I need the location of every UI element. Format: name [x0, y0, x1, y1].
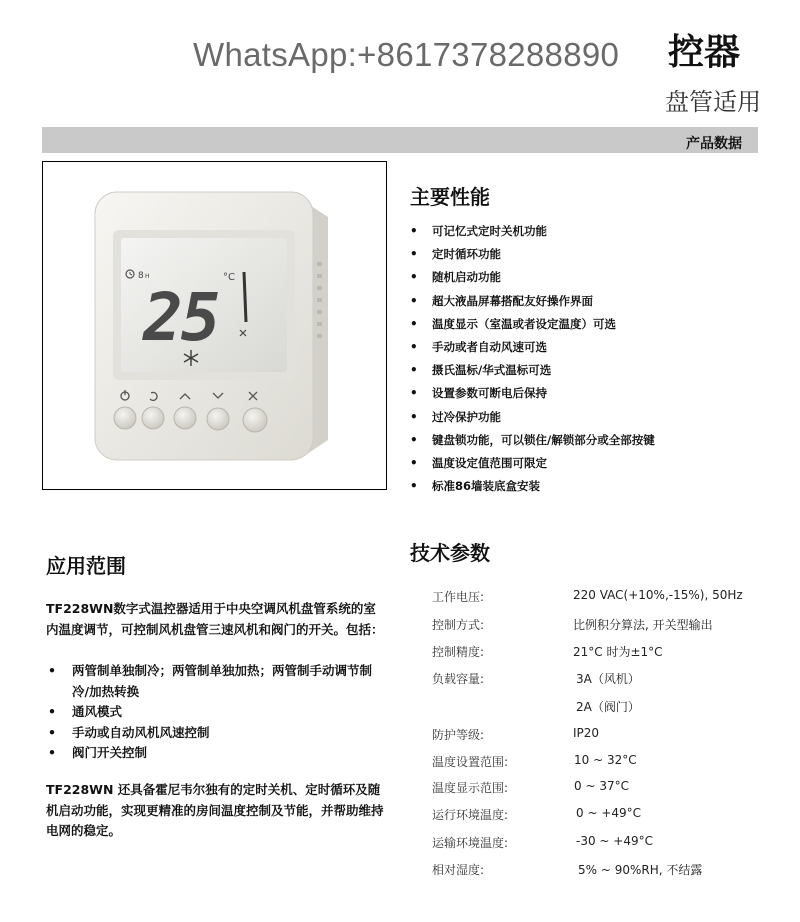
down-button[interactable]: [207, 408, 229, 430]
page-title: 控器: [668, 32, 741, 73]
list-item: • 可记忆式定时关机功能: [410, 224, 655, 247]
band-label: 产品数据: [686, 136, 742, 152]
list-item: • 通风模式: [46, 702, 386, 723]
spec-value: 5% ~ 90%RH, 不结露: [578, 863, 703, 877]
spec-value: 3A（风机）: [576, 672, 640, 686]
lcd-temperature: 25: [143, 279, 219, 356]
spec-label: 运行环境温度:: [432, 808, 509, 822]
spec-value: 220 VAC(+10%,-15%), 50Hz: [573, 588, 743, 602]
fan-button[interactable]: [243, 408, 267, 432]
spec-value: 21°C 时为±1°C: [573, 645, 663, 659]
list-item: • 温度显示（室温或者设定温度）可选: [410, 317, 655, 340]
spec-label: 防护等级:: [432, 728, 485, 742]
spec-label: 温度设置范围:: [432, 755, 509, 769]
list-item: • 手动或者自动风速可选: [410, 340, 655, 363]
list-item: • 过冷保护功能: [410, 410, 655, 433]
watermark-text: WhatsApp:+8617378288890: [193, 36, 620, 73]
spec-value: 比例积分算法, 开关型输出: [573, 618, 713, 632]
spec-value: 0 ~ 37°C: [574, 779, 629, 793]
list-item: • 摄氏温标/华式温标可选: [410, 363, 655, 386]
specs-heading: 技术参数: [410, 541, 490, 565]
list-item: • 超大液晶屏幕搭配友好操作界面: [410, 294, 655, 317]
spec-value: 10 ~ 32°C: [574, 753, 637, 767]
spec-label: 运输环境温度:: [432, 836, 509, 850]
list-item: • 随机启动功能: [410, 270, 655, 293]
application-list: [46, 661, 386, 764]
mode-button[interactable]: [142, 407, 164, 429]
spec-label: 温度显示范围:: [432, 781, 509, 795]
list-item: • 两管制单独制冷；两管制单独加热；两管制手动调节制冷/加热转换: [46, 661, 386, 702]
up-button[interactable]: [174, 407, 196, 429]
spec-label: 控制方式:: [432, 618, 485, 632]
spec-label: 相对湿度:: [432, 863, 485, 877]
list-item: • 温度设定值范围可限定: [410, 456, 655, 479]
application-paragraph-2: TF228WN 还具备霍尼韦尔独有的定时关机、定时循环及随机启动功能，实现更精准的房间温度控制及节能，并帮助维持电网的稳定。: [46, 782, 384, 838]
thermostat-illustration: [43, 162, 387, 490]
spec-label: 负载容量:: [432, 672, 485, 686]
lcd-fan-bar: [244, 272, 246, 322]
list-item: • 手动或自动风机风速控制: [46, 723, 386, 744]
page-subtitle: 盘管适用: [665, 88, 761, 116]
spec-value: -30 ~ +49°C: [576, 834, 653, 848]
spec-label: 控制精度:: [432, 645, 485, 659]
list-item: • 标准86墙装底盒安装: [410, 479, 655, 502]
power-button[interactable]: [114, 407, 136, 429]
lcd-clock-digit: 8: [138, 271, 144, 281]
application-heading: 应用范围: [46, 554, 126, 578]
spec-value: IP20: [573, 726, 600, 740]
list-item: • 键盘锁功能，可以锁住/解锁部分或全部按键: [410, 433, 655, 456]
spec-value: 2A（阀门）: [576, 700, 640, 714]
lcd-unit: °C: [223, 272, 235, 283]
application-paragraph-1: TF228WN数字式温控器适用于中央空调风机盘管系统的室内温度调节，可控制风机盘管三速风机和阀门的开关。包括：: [46, 601, 384, 637]
section-band: [42, 127, 758, 153]
spec-value: 0 ~ +49°C: [576, 806, 642, 820]
product-photo: [42, 161, 387, 490]
spec-label: 工作电压:: [432, 590, 485, 604]
list-item: • 定时循环功能: [410, 247, 655, 270]
list-item: • 阀门开关控制: [46, 743, 386, 764]
features-heading: 主要性能: [410, 185, 490, 209]
lcd-clock-suffix: H: [145, 273, 150, 280]
list-item: • 设置参数可断电后保持: [410, 386, 655, 409]
features-list: [410, 224, 655, 502]
